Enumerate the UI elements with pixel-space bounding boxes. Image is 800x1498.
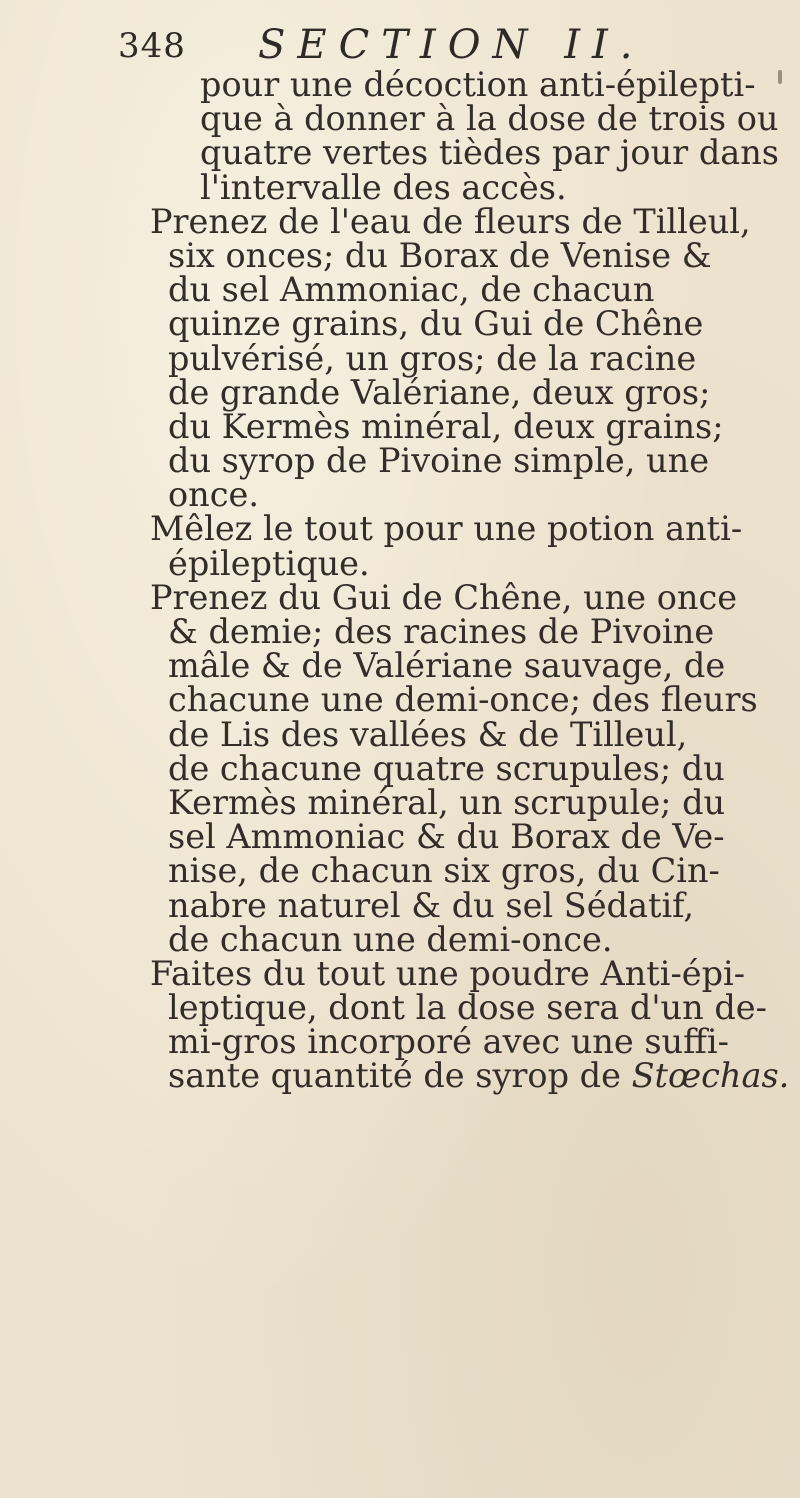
- ink-mark: [778, 70, 782, 84]
- text-line: Prenez de l'eau de fleurs de Tilleul,: [150, 201, 751, 241]
- text-line: pulvérisé, un gros; de la racine: [168, 338, 697, 378]
- page-number: 348: [118, 26, 186, 66]
- text-line: mi-gros incorporé avec une suffi-: [168, 1022, 729, 1062]
- text-line: Prenez du Gui de Chêne, une once: [150, 577, 738, 617]
- text-line: once.: [168, 475, 259, 515]
- last-line-italic: Stœchas.: [631, 1056, 790, 1096]
- text-line: de chacun une demi-once.: [168, 919, 613, 959]
- text-line: du Kermès minéral, deux grains;: [168, 406, 724, 446]
- text-line: mâle & de Valériane sauvage, de: [168, 646, 726, 686]
- text-line: sel Ammoniac & du Borax de Ve-: [168, 817, 725, 857]
- text-line: du syrop de Pivoine simple, une: [168, 441, 710, 481]
- text-line: Faites du tout une poudre Anti-épi-: [150, 953, 746, 993]
- text-line: que à donner à la dose de trois ou: [200, 99, 779, 139]
- text-line: & demie; des racines de Pivoine: [168, 612, 715, 651]
- running-head: SECTION II.: [258, 22, 645, 68]
- text-line: leptique, dont la dose sera d'un de-: [168, 988, 767, 1028]
- text-line: de chacune quatre scrupules; du: [168, 748, 725, 788]
- text-line: quinze grains, du Gui de Chêne: [168, 304, 704, 344]
- text-line: Kermès minéral, un scrupule; du: [168, 782, 726, 822]
- text-line: nise, de chacun six gros, du Cin-: [168, 851, 720, 891]
- last-line-text: sante quantité de syrop de: [168, 1056, 632, 1096]
- text-line: Mêlez le tout pour une potion anti-: [150, 509, 743, 549]
- text-line: épileptique.: [168, 543, 370, 583]
- text-line: chacune une demi-once; des fleurs: [168, 680, 758, 720]
- text-line: nabre naturel & du sel Sédatif,: [168, 885, 695, 925]
- body-text: [150, 65, 790, 1096]
- text-line-last: [150, 1056, 790, 1096]
- text-line: de grande Valériane, deux gros;: [168, 372, 711, 412]
- text-line: six onces; du Borax de Venise &: [168, 235, 712, 275]
- text-line: quatre vertes tièdes par jour dans: [200, 133, 780, 173]
- text-lines: [150, 65, 780, 1062]
- text-line: l'intervalle des accès.: [200, 167, 567, 207]
- text-line: pour une décoction anti-épilepti-: [200, 65, 756, 104]
- text-line: du sel Ammoniac, de chacun: [168, 270, 655, 310]
- text-line: de Lis des vallées & de Tilleul,: [168, 714, 688, 754]
